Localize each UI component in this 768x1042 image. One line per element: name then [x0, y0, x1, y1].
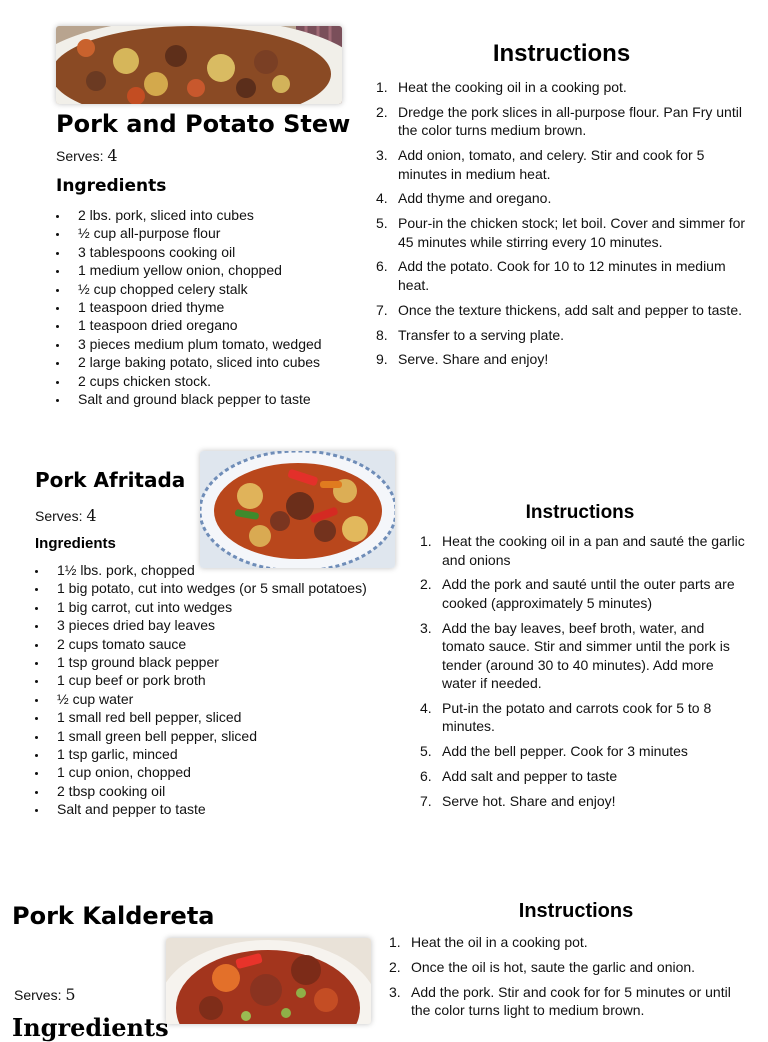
instruction-step: [376, 189, 746, 208]
afritada-photo: [200, 451, 395, 568]
instructions-heading: Instructions: [525, 502, 635, 523]
step-number: 2.: [420, 576, 432, 593]
recipe-title: Pork Afritada: [35, 468, 186, 492]
ingredient-item: 1 small red bell pepper, sliced: [35, 708, 367, 726]
step-text: Once the oil is hot, saute the garlic and onion.: [411, 958, 696, 975]
step-text: Pour-in the chicken stock; let boil. Cover and simmer for 45 minutes while stirring every 10 minutes.: [398, 215, 746, 250]
instruction-step: [376, 103, 746, 140]
ingredient-item: 1½ lbs. pork, chopped: [35, 561, 367, 579]
ingredient-item: 2 lbs. pork, sliced into cubes: [56, 206, 322, 224]
step-text: Heat the oil in a cooking pot.: [411, 934, 588, 950]
step-number: 3.: [420, 619, 432, 636]
instruction-step: [420, 619, 746, 693]
ingredients-heading: Ingredients: [12, 1013, 169, 1042]
ingredient-item: 1 teaspoon dried oregano: [56, 316, 322, 334]
serves-line: [14, 985, 76, 1004]
step-number: 7.: [376, 301, 388, 318]
ingredient-item: ½ cup chopped celery stalk: [56, 280, 322, 298]
instructions-heading: Instructions: [492, 40, 631, 67]
step-text: Serve. Share and enjoy!: [398, 351, 549, 368]
ingredient-item: 1 small green bell pepper, sliced: [35, 727, 367, 745]
step-text: Serve hot. Share and enjoy!: [442, 792, 616, 809]
step-number: 4.: [420, 699, 432, 716]
ingredient-item: 1 cup beef or pork broth: [35, 671, 367, 689]
ingredient-item: 1 medium yellow onion, chopped: [56, 261, 322, 279]
step-number: 6.: [420, 767, 432, 784]
instructions-list: [389, 933, 751, 1026]
instruction-step: [376, 214, 746, 251]
step-text: Add the potato. Cook for 10 to 12 minutes in medium heat.: [398, 258, 726, 293]
ingredient-item: 2 cups chicken stock.: [56, 372, 322, 390]
ingredient-item: 1 tsp garlic, minced: [35, 745, 367, 763]
instruction-step: [420, 767, 746, 786]
instruction-step: [389, 958, 751, 977]
recipe-title: Pork and Potato Stew: [56, 110, 351, 138]
instruction-step: [420, 699, 746, 736]
ingredient-item: 2 tbsp cooking oil: [35, 782, 367, 800]
serves-count: 5: [65, 985, 76, 1004]
serves-count: 4: [107, 146, 118, 165]
step-text: Put-in the potato and carrots cook for 5 to 8 minutes.: [442, 699, 712, 735]
step-number: 7.: [420, 792, 432, 809]
stew-photo: [56, 26, 342, 104]
step-number: 4.: [376, 190, 388, 207]
serves-line: [56, 146, 118, 165]
step-number: 1.: [376, 79, 388, 95]
ingredients-heading: Ingredients: [56, 176, 167, 196]
step-text: Add salt and pepper to taste: [442, 767, 618, 784]
step-text: Add onion, tomato, and celery. Stir and cook for 5 minutes in medium heat.: [398, 147, 705, 182]
recipe-title: Pork Kaldereta: [12, 902, 215, 930]
instruction-step: [420, 575, 746, 612]
ingredient-item: Salt and ground black pepper to taste: [56, 390, 322, 408]
ingredient-item: 2 cups tomato sauce: [35, 635, 367, 653]
step-text: Dredge the pork slices in all-purpose flour. Pan Fry until the color turns medium brown.: [398, 103, 742, 139]
step-text: Heat the cooking oil in a pan and sauté the garlic and onions: [442, 533, 745, 568]
instruction-step: [420, 792, 746, 811]
step-number: 9.: [376, 351, 388, 368]
step-text: Heat the cooking oil in a cooking pot.: [398, 79, 627, 95]
step-number: 1.: [389, 934, 401, 950]
step-number: 3.: [376, 147, 388, 164]
step-text: Add the pork. Stir and cook for for 5 minutes or until the color turns light to medium brown.: [411, 983, 731, 1019]
serves-label: Serves:: [35, 508, 83, 524]
step-number: 1.: [420, 533, 432, 549]
ingredient-item: 3 pieces medium plum tomato, wedged: [56, 335, 322, 353]
ingredients-list: [35, 561, 367, 819]
instruction-step: [376, 78, 746, 97]
step-number: 6.: [376, 258, 388, 275]
step-number: 5.: [420, 743, 432, 760]
instruction-step: [389, 983, 751, 1020]
serves-label: Serves:: [14, 987, 62, 1003]
step-text: Add the bay leaves, beef broth, water, and tomato sauce. Stir and simmer until the pork is tender (around 30 to 40 minutes). Add more water if needed.: [442, 619, 730, 692]
ingredient-item: 1 tsp ground black pepper: [35, 653, 367, 671]
instructions-heading: Instructions: [518, 900, 634, 922]
instruction-step: [376, 146, 746, 183]
ingredient-item: 1 big carrot, cut into wedges: [35, 598, 367, 616]
ingredient-item: 1 teaspoon dried thyme: [56, 298, 322, 316]
step-number: 5.: [376, 215, 388, 232]
step-number: 2.: [389, 958, 401, 975]
instructions-list: [420, 532, 746, 817]
kaldereta-photo: [166, 938, 371, 1024]
ingredient-item: 2 large baking potato, sliced into cubes: [56, 353, 322, 371]
ingredient-item: ½ cup water: [35, 690, 367, 708]
ingredient-item: 3 tablespoons cooking oil: [56, 243, 322, 261]
serves-count: 4: [86, 506, 97, 525]
ingredient-item: 3 pieces dried bay leaves: [35, 616, 367, 634]
serves-label: Serves:: [56, 148, 104, 164]
instruction-step: [376, 350, 746, 369]
step-number: 3.: [389, 983, 401, 1000]
ingredient-item: Salt and pepper to taste: [35, 800, 367, 818]
instruction-step: [420, 532, 746, 569]
step-text: Add thyme and oregano.: [398, 190, 552, 207]
step-text: Once the texture thickens, add salt and pepper to taste.: [398, 301, 742, 318]
ingredient-item: ½ cup all-purpose flour: [56, 224, 322, 242]
instruction-step: [376, 257, 746, 294]
ingredients-heading: Ingredients: [35, 535, 116, 552]
step-text: Transfer to a serving plate.: [398, 326, 565, 343]
ingredients-list: [56, 206, 322, 408]
instruction-step: [389, 933, 751, 952]
instruction-step: [376, 326, 746, 345]
ingredient-item: 1 cup onion, chopped: [35, 763, 367, 781]
instruction-step: [420, 742, 746, 761]
serves-line: [35, 506, 97, 525]
ingredient-item: 1 big potato, cut into wedges (or 5 small potatoes): [35, 579, 367, 597]
step-number: 2.: [376, 103, 388, 120]
step-number: 8.: [376, 326, 388, 343]
instruction-step: [376, 301, 746, 320]
instructions-list: [376, 78, 746, 375]
step-text: Add the bell pepper. Cook for 3 minutes: [442, 743, 688, 760]
step-text: Add the pork and sauté until the outer parts are cooked (approximately 5 minutes): [442, 576, 735, 611]
